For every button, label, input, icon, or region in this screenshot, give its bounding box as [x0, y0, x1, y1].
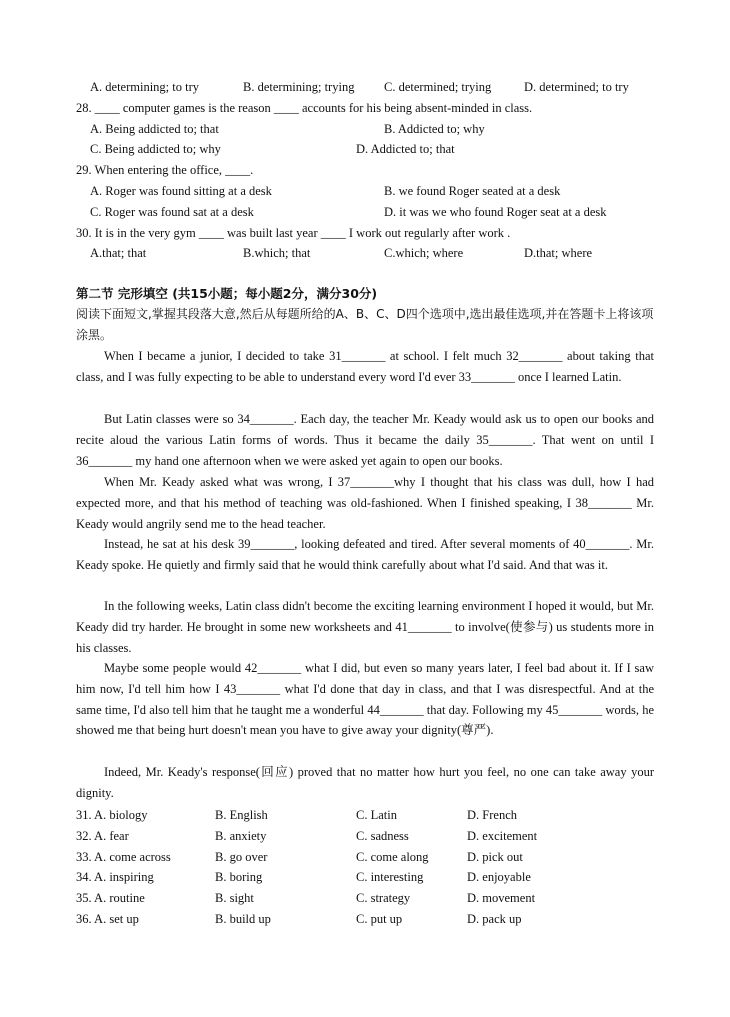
q30-option-a: A.that; that	[90, 246, 147, 260]
q30-option-c: C.which; where	[384, 246, 464, 260]
passage-paragraph: Indeed, Mr. Keady's response(回应) proved that no matter how hurt you feel, no one can take away your dignity.	[76, 765, 654, 800]
passage-paragraph: When Mr. Keady asked what was wrong, I 37_______why I thought that his class was dull, how I had expected more, and that his method of teaching was old-fashioned. When I finished speaking, I 38_______ Mr. Keady would angrily send me to the head teacher.	[76, 475, 654, 531]
answer-35-a: 35. A. routine	[76, 891, 145, 905]
section-heading: 第二节 完形填空 (共15小题；每小题2分，满分30分)	[76, 286, 378, 301]
q29-stem: 29. When entering the office, ____.	[76, 163, 254, 177]
q27-option-c: C. determined; trying	[384, 80, 492, 94]
q30-option-b: B.which; that	[243, 246, 311, 260]
q29-option-d: D. it was we who found Roger seat at a desk	[384, 205, 607, 219]
answer-31-b: B. English	[215, 808, 268, 822]
q28-stem: 28. ____ computer games is the reason ____ accounts for his being absent-minded in class.	[76, 101, 533, 115]
answer-31-a: 31. A. biology	[76, 808, 148, 822]
q27-option-a: A. determining; to try	[90, 80, 200, 94]
answer-35-c: C. strategy	[356, 891, 411, 905]
answer-34-c: C. interesting	[356, 870, 424, 884]
answer-32-d: D. excitement	[467, 829, 538, 843]
answer-31-c: C. Latin	[356, 808, 397, 822]
answer-33-a: 33. A. come across	[76, 850, 171, 864]
answer-36-d: D. pack up	[467, 912, 522, 926]
passage-paragraph: Instead, he sat at his desk 39_______, looking defeated and tired. After several moments of 40_______. Mr. Keady spoke. He quietly and firmly said that he would think carefully about what I'd said. And that was it.	[76, 537, 654, 572]
answer-34-b: B. boring	[215, 870, 263, 884]
answer-32-b: B. anxiety	[215, 829, 267, 843]
answer-33-b: B. go over	[215, 850, 268, 864]
answer-32-a: 32. A. fear	[76, 829, 129, 843]
q28-option-c: C. Being addicted to; why	[90, 142, 221, 156]
passage-paragraph: Maybe some people would 42_______ what I did, but even so many years later, I feel bad about it. If I saw him now, I'd tell him how I 43_______ what I'd done that day in class, and that I was disrespectful. And at the same time, I'd also tell him that he taught me a wonderful 44_______ that day. Following my 45_______ words, he showed me that being hurt doesn't mean you have to give away your dignity(尊严).	[76, 661, 654, 738]
answer-34-d: D. enjoyable	[467, 870, 531, 884]
answer-32-c: C. sadness	[356, 829, 409, 843]
answer-36-c: C. put up	[356, 912, 403, 926]
q29-option-a: A. Roger was found sitting at a desk	[90, 184, 272, 198]
q28-option-d: D. Addicted to; that	[356, 142, 455, 156]
answer-35-d: D. movement	[467, 891, 536, 905]
q30-stem: 30. It is in the very gym ____ was built last year ____ I work out regularly after work .	[76, 226, 511, 240]
answer-33-d: D. pick out	[467, 850, 523, 864]
q28-option-a: A. Being addicted to; that	[90, 122, 219, 136]
section-instructions: 阅读下面短文,掌握其段落大意,然后从每题所给的A、B、C、D四个选项中,选出最佳选项,并在答题卡上将该项涂黑。	[76, 307, 654, 342]
answer-31-d: D. French	[467, 808, 517, 822]
answer-35-b: B. sight	[215, 891, 254, 905]
passage-paragraph: But Latin classes were so 34_______. Each day, the teacher Mr. Keady would ask us to open our books and recite aloud the various Latin forms of words. Thus it became the daily 35_______. That went on until I 36_______ my hand one afternoon when we were asked yet again to open our books.	[76, 412, 654, 468]
answer-34-a: 34. A. inspiring	[76, 870, 154, 884]
q27-option-d: D. determined; to try	[524, 80, 629, 94]
q29-option-b: B. we found Roger seated at a desk	[384, 184, 561, 198]
q30-option-d: D.that; where	[524, 246, 593, 260]
q27-option-b: B. determining; trying	[243, 80, 355, 94]
q29-option-c: C. Roger was found sat at a desk	[90, 205, 254, 219]
answer-33-c: C. come along	[356, 850, 429, 864]
passage-paragraph: In the following weeks, Latin class didn't become the exciting learning environment I hoped it would, but Mr. Keady did try harder. He brought in some new worksheets and 41_______ to involve(使参与) us students more in his classes.	[76, 599, 654, 655]
q28-option-b: B. Addicted to; why	[384, 122, 485, 136]
answer-36-b: B. build up	[215, 912, 271, 926]
passage-paragraph: When I became a junior, I decided to take 31_______ at school. I felt much 32_______ about taking that class, and I was fully expecting to be able to understand every word I'd ever 33_______ once I learned Latin.	[76, 349, 654, 384]
answer-36-a: 36. A. set up	[76, 912, 139, 926]
